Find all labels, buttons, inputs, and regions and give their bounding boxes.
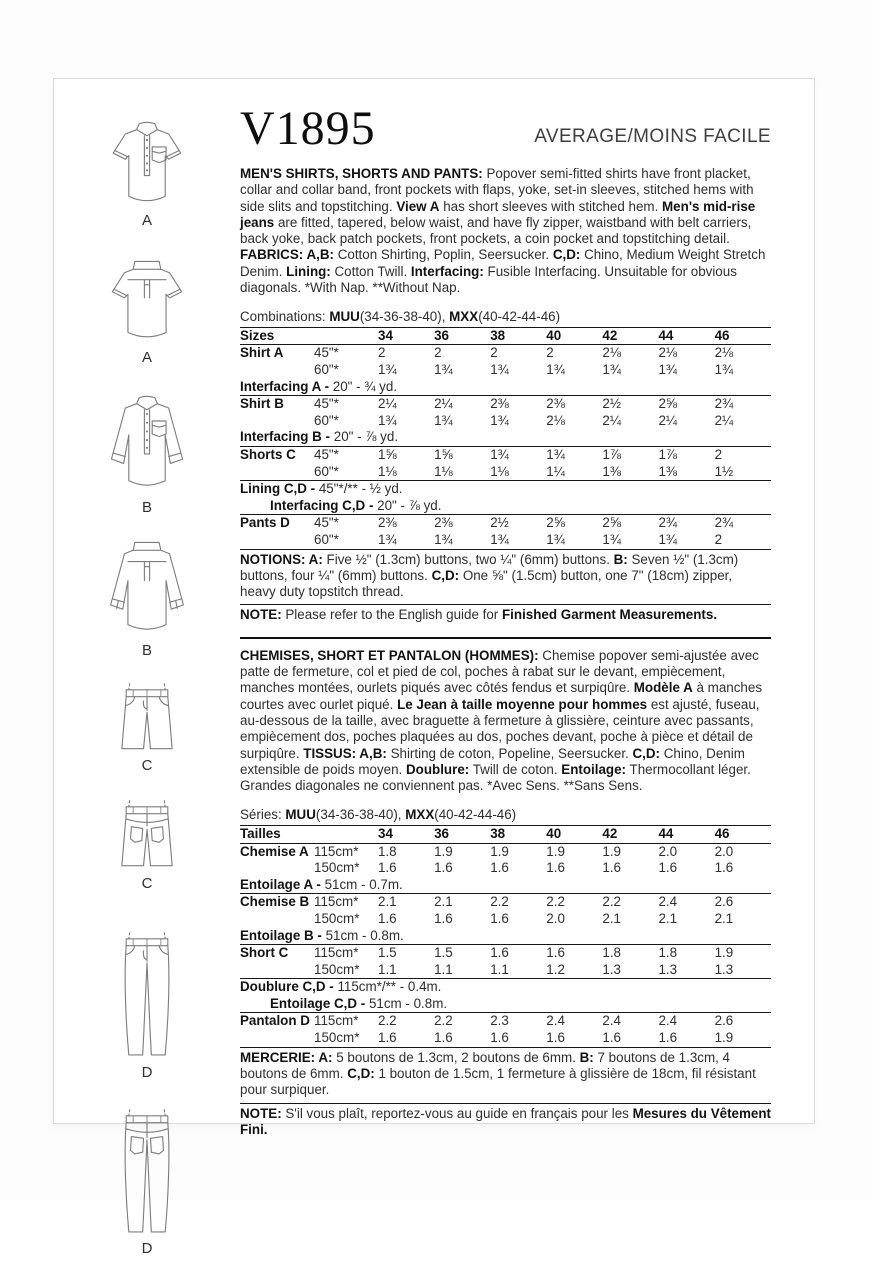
yardage-header-cell: 34 (378, 327, 393, 343)
yardage-value: 2¼ (602, 412, 621, 428)
yardage-value: 1.6 (378, 860, 397, 876)
yardage-note-row (240, 877, 771, 894)
yardage-row-label: Shirt A (240, 345, 284, 361)
yardage-value: 2⅝ (546, 515, 565, 531)
english-combinations: Combinations: MUU(34-36-38-40), MXX(40-42-44-46) (240, 309, 561, 325)
yardage-header-cell: 38 (490, 825, 506, 841)
yardage-value: 1.3 (602, 961, 621, 977)
yardage-header-cell: 46 (714, 327, 730, 343)
yardage-value: 1.3 (658, 961, 678, 977)
yardage-row (240, 514, 771, 532)
yardage-value: 2¼ (714, 412, 734, 428)
yardage-value: 1.6 (434, 910, 453, 926)
yardage-value: 1.1 (490, 961, 509, 977)
yardage-value: 1.1 (434, 961, 453, 977)
pants-back-icon (95, 1108, 199, 1240)
yardage-value: 2.1 (378, 894, 397, 910)
yardage-header-cell: 36 (434, 825, 449, 841)
french-series: Séries: MUU(34-36-38-40), MXX(40-42-44-46) (240, 807, 517, 823)
yardage-value: 2.2 (434, 1013, 453, 1029)
fabric-width: 150cm* (314, 961, 360, 977)
yardage-note: Entoilage B - 51cm - 0.8m. (240, 927, 404, 943)
yardage-value: 1.9 (714, 1030, 734, 1046)
yardage-note: Interfacing A - 20" - ¾ yd. (240, 378, 398, 394)
sheet-content (240, 97, 771, 1142)
yardage-value: 2⅛ (658, 345, 678, 361)
view-label: A (141, 212, 152, 230)
yardage-value: 1¾ (714, 362, 734, 378)
yardage-row-label: Shirt B (240, 396, 284, 412)
yardage-value: 2¼ (658, 412, 678, 428)
yardage-value: 1¼ (546, 463, 565, 479)
yardage-value: 2.0 (714, 843, 734, 859)
fabric-width: 115cm* (314, 945, 359, 961)
view-label: D (141, 1063, 153, 1081)
yardage-value: 1¾ (490, 447, 509, 463)
yardage-row (240, 962, 771, 979)
yardage-value: 1.6 (434, 860, 453, 876)
yardage-value: 2.2 (602, 894, 621, 910)
fabric-width: 60"* (314, 362, 339, 378)
yardage-value: 1⅜ (658, 463, 678, 479)
yardage-value: 1.6 (546, 860, 565, 876)
yardage-value: 2 (490, 345, 498, 361)
yardage-value: 1.6 (602, 860, 621, 876)
title-bar (240, 102, 771, 155)
yardage-value: 2½ (602, 396, 621, 412)
yardage-value: 1¾ (490, 362, 509, 378)
yardage-value: 1¾ (658, 532, 678, 547)
yardage-row (240, 532, 771, 549)
yardage-row-label: Short C (240, 945, 289, 961)
yardage-value: 1¾ (378, 412, 397, 428)
yardage-header-cell: 40 (546, 327, 562, 343)
yardage-value: 2⅜ (490, 396, 509, 412)
view-label: D (141, 1240, 153, 1258)
yardage-row (240, 911, 771, 928)
fabric-width: 115cm* (314, 1013, 359, 1029)
yardage-value: 2⅛ (602, 345, 621, 361)
english-note: NOTE: Please refer to the English guide for Finished Garment Measurements. (240, 604, 771, 627)
yardage-value: 2¾ (714, 515, 734, 531)
yardage-value: 2.1 (602, 910, 621, 926)
yardage-note-row (240, 379, 771, 396)
yardage-value: 2⅝ (658, 396, 678, 412)
yardage-value: 2¾ (714, 396, 734, 412)
yardage-header-cell: 46 (714, 825, 730, 841)
yardage-value: 2⅜ (546, 396, 565, 412)
yardage-value: 2 (714, 532, 723, 547)
yardage-value: 2.4 (546, 1013, 565, 1029)
yardage-value: 2.1 (434, 894, 453, 910)
yardage-row-label: Chemise A (240, 843, 309, 859)
yardage-row (240, 1030, 771, 1047)
yardage-value: 1.8 (658, 945, 678, 961)
yardage-value: 1⅞ (658, 447, 678, 463)
yardage-header-cell: 36 (434, 327, 449, 343)
yardage-value: 2.4 (602, 1013, 621, 1029)
view-label: C (141, 874, 153, 892)
shirt-front-short-sleeve-icon (95, 121, 199, 211)
yardage-row (240, 844, 771, 861)
yardage-value: 2.6 (714, 894, 734, 910)
shirt-back-short-sleeve-icon (95, 258, 199, 348)
pants-front-icon (95, 931, 199, 1063)
yardage-value: 1.9 (714, 945, 734, 961)
view-label: B (141, 641, 152, 659)
yardage-value: 2.2 (546, 894, 565, 910)
yardage-value: 1.6 (658, 1030, 678, 1046)
yardage-value: 1.6 (546, 1030, 565, 1046)
yardage-value: 1.1 (378, 961, 397, 977)
yardage-value: 2⅜ (434, 515, 453, 531)
yardage-value: 1.2 (546, 961, 565, 977)
view-label: A (141, 349, 152, 367)
french-note: NOTE: S'il vous plaît, reportez-vous au guide en français pour les Mesures du Vêtement Fini. (240, 1103, 771, 1143)
yardage-row (240, 395, 771, 413)
french-description: CHEMISES, SHORT ET PANTALON (HOMMES): Chemise popover semi-ajustée avec patte de fermeture, col et pied de col, poches à rabat sur le devant, empiècement, manches montées, ourlets piqués avec côtés fendus et surpiqûre. Modèle A à manches courtes avec ourlet piqué. Le Jean à taille moyenne pour hommes est ajusté, fuseau, au-dessous de la taille, avec braguette à fermeture à glissière, ceinture avec passants, empiècement dos, poches plaquées au dos, poches devant, poche à pièce et détail de surpiqûre. TISSUS: A,B: Shirting de coton, Popeline, Seersucker. C,D: Chino, Denim extensible de poids moyen. Doublure: Twill de coton. Entoilage: Thermocollant léger. Grandes diagonales ne conviennent pas. *Avec Sens. **Sans Sens. (240, 647, 763, 794)
yardage-row (240, 944, 771, 962)
yardage-value: 1⅞ (602, 447, 621, 463)
garment-view-d-back (95, 1108, 199, 1259)
shirt-back-long-sleeve-icon (95, 539, 199, 641)
yardage-value: 1.9 (602, 843, 621, 859)
yardage-header-cell: Sizes (240, 327, 275, 343)
yardage-value: 1.6 (714, 860, 734, 876)
yardage-value: 1.6 (490, 945, 509, 961)
yardage-header-cell: 42 (602, 327, 618, 343)
yardage-value: 1¾ (546, 532, 565, 547)
yardage-header-cell: 44 (658, 825, 674, 841)
garment-view-b-back (95, 539, 199, 660)
yardage-row (240, 893, 771, 911)
shirt-front-long-sleeve-icon (95, 395, 199, 497)
yardage-value: 2⅜ (378, 515, 397, 531)
fabric-width: 150cm* (314, 860, 360, 876)
yardage-note: Interfacing B - 20" - ⅞ yd. (240, 429, 399, 445)
yardage-row-label: Pants D (240, 515, 290, 531)
yardage-value: 2 (434, 345, 442, 361)
yardage-value: 1¾ (546, 447, 565, 463)
view-label: C (141, 757, 153, 775)
yardage-value: 1¾ (490, 532, 509, 547)
french-yardage-table (240, 825, 771, 1048)
yardage-value: 2¼ (378, 396, 397, 412)
yardage-note-row (240, 928, 771, 945)
yardage-value: 2 (546, 345, 554, 361)
garment-view-c-back (95, 799, 199, 893)
english-notions: NOTIONS: A: Five ½" (1.3cm) buttons, two ¼" (6mm) buttons. B: Seven ½" (1.3cm) buttons, four ¼" (6mm) buttons. C,D: One ⅝" (1.5cm) button, one 7" (18cm) zipper, heavy duty topstitch thread. (240, 551, 739, 600)
yardage-note: Interfacing C,D - 20" - ⅞ yd. (270, 497, 442, 513)
difficulty-rating: AVERAGE/MOINS FACILE (534, 126, 771, 147)
garment-view-d-front (95, 931, 199, 1082)
yardage-note-row (240, 978, 771, 1012)
yardage-note-row (240, 480, 771, 514)
yardage-value: 1.8 (602, 945, 621, 961)
yardage-row (240, 464, 771, 481)
fabric-width: 115cm* (314, 894, 359, 910)
yardage-value: 2 (714, 447, 723, 463)
yardage-value: 2⅛ (546, 412, 565, 428)
language-section-divider (240, 637, 771, 639)
yardage-value: 1⅛ (434, 463, 453, 479)
yardage-value: 1.9 (490, 843, 509, 859)
yardage-value: 1.6 (490, 860, 509, 876)
yardage-value: 1.6 (658, 860, 678, 876)
yardage-value: 1.5 (434, 945, 453, 961)
yardage-note: Entoilage C,D - 51cm - 0.8m. (270, 995, 448, 1011)
view-label: B (141, 498, 152, 516)
yardage-value: 1.6 (490, 910, 509, 926)
garment-view-a-front (95, 121, 199, 230)
yardage-value: 1½ (714, 463, 734, 479)
yardage-value: 1.8 (378, 843, 397, 859)
pattern-number: V1895 (240, 102, 376, 155)
yardage-value: 1.6 (434, 1030, 453, 1046)
yardage-value: 1.5 (378, 945, 397, 961)
yardage-header-cell: 40 (546, 825, 562, 841)
yardage-value: 2.6 (714, 1013, 734, 1029)
yardage-value: 2.0 (546, 910, 565, 926)
fabric-width: 45"* (314, 447, 339, 463)
yardage-value: 2.3 (490, 1013, 509, 1029)
garment-views-column (86, 105, 208, 1274)
yardage-row (240, 362, 771, 379)
english-description: MEN'S SHIRTS, SHORTS AND PANTS: Popover semi-fitted shirts have front placket, collar and collar band, front pockets with flaps, yoke, set-in sleeves, stitched hems with side slits and topstitching. View A has short sleeves with stitched hem. Men's mid-rise jeans are fitted, tapered, below waist, and have fly zipper, waistband with belt carriers, back yoke, back patch pockets, front pockets, a coin pocket and topstitching detail. FABRICS: A,B: Cotton Shirting, Poplin, Seersucker. C,D: Chino, Medium Weight Stretch Denim. Lining: Cotton Twill. Interfacing: Fusible Interfacing. Unsuitable for obvious diagonals. *With Nap. **Without Nap. (240, 166, 766, 296)
fabric-width: 150cm* (314, 910, 360, 926)
pattern-instruction-sheet (53, 78, 815, 1258)
yardage-row-label: Pantalon D (240, 1013, 310, 1029)
english-yardage-table (240, 327, 771, 550)
yardage-header-cell: 42 (602, 825, 618, 841)
yardage-note: Lining C,D - 45"*/** - ½ yd. (240, 481, 403, 497)
garment-view-b-front (95, 395, 199, 516)
yardage-value: 2¼ (434, 396, 453, 412)
fabric-width: 45"* (314, 396, 339, 412)
yardage-value: 1¾ (490, 412, 509, 428)
garment-view-a-back (95, 258, 199, 367)
french-notions: MERCERIE: A: 5 boutons de 1.3cm, 2 boutons de 6mm. B: 7 boutons de 1.3cm, 4 boutons de 6mm. C,D: 1 bouton de 1.5cm, 1 fermeture à glissière de 18cm, fil résistant pour surpiquer. (240, 1049, 756, 1098)
yardage-row (240, 1012, 771, 1030)
yardage-header-cell: 34 (378, 825, 393, 841)
yardage-value: 1.9 (546, 843, 565, 859)
yardage-note: Entoilage A - 51cm - 0.7m. (240, 876, 403, 892)
fabric-width: 45"* (314, 515, 339, 531)
yardage-value: 2½ (490, 515, 509, 531)
yardage-value: 1.9 (434, 843, 453, 859)
yardage-value: 1¾ (434, 532, 453, 547)
yardage-value: 2⅝ (602, 515, 621, 531)
yardage-header-cell: 44 (658, 327, 674, 343)
yardage-header-cell: Tailles (240, 825, 281, 841)
yardage-value: 1¾ (434, 362, 453, 378)
yardage-value: 1.6 (490, 1030, 509, 1046)
yardage-value: 2.2 (378, 1013, 397, 1029)
fabric-width: 115cm* (314, 843, 359, 859)
yardage-row (240, 413, 771, 430)
yardage-value: 2 (378, 345, 386, 361)
yardage-value: 1.6 (602, 1030, 621, 1046)
yardage-value: 1⅛ (490, 463, 509, 479)
yardage-value: 2.4 (658, 894, 678, 910)
yardage-value: 1.6 (378, 1030, 397, 1046)
yardage-value: 2.2 (490, 894, 509, 910)
fabric-width: 60"* (314, 532, 339, 547)
yardage-value: 1⅛ (378, 463, 397, 479)
yardage-note: Doublure C,D - 115cm*/** - 0.4m. (240, 979, 442, 995)
fabric-width: 60"* (314, 463, 339, 479)
yardage-value: 1.3 (714, 961, 734, 977)
yardage-note-row (240, 429, 771, 446)
yardage-row-label: Shorts C (240, 447, 296, 463)
yardage-value: 2⅛ (714, 345, 734, 361)
yardage-value: 2¾ (658, 515, 678, 531)
yardage-value: 1¾ (378, 532, 397, 547)
yardage-row-label: Chemise B (240, 894, 310, 910)
yardage-value: 1¾ (434, 412, 453, 428)
yardage-value: 1¾ (602, 362, 621, 378)
yardage-row (240, 345, 771, 362)
yardage-value: 2.1 (658, 910, 678, 926)
yardage-header-cell: 38 (490, 327, 506, 343)
yardage-value: 1⅜ (602, 463, 621, 479)
yardage-row (240, 446, 771, 464)
yardage-value: 1¾ (658, 362, 678, 378)
fabric-width: 45"* (314, 345, 339, 361)
garment-view-c-front (95, 682, 199, 776)
shorts-back-icon (95, 799, 199, 874)
yardage-header-row (240, 327, 771, 346)
yardage-value: 1.6 (378, 910, 397, 926)
shorts-front-icon (95, 682, 199, 757)
yardage-value: 1⅝ (434, 447, 453, 463)
yardage-value: 2.1 (714, 910, 734, 926)
yardage-value: 2.0 (658, 843, 678, 859)
yardage-header-row (240, 825, 771, 844)
yardage-value: 1.6 (546, 945, 565, 961)
yardage-row (240, 860, 771, 877)
yardage-value: 1¾ (602, 532, 621, 547)
yardage-value: 1¾ (546, 362, 565, 378)
yardage-value: 1¾ (378, 362, 397, 378)
yardage-value: 2.4 (658, 1013, 678, 1029)
yardage-value: 1⅝ (378, 447, 397, 463)
fabric-width: 150cm* (314, 1030, 360, 1046)
fabric-width: 60"* (314, 412, 339, 428)
